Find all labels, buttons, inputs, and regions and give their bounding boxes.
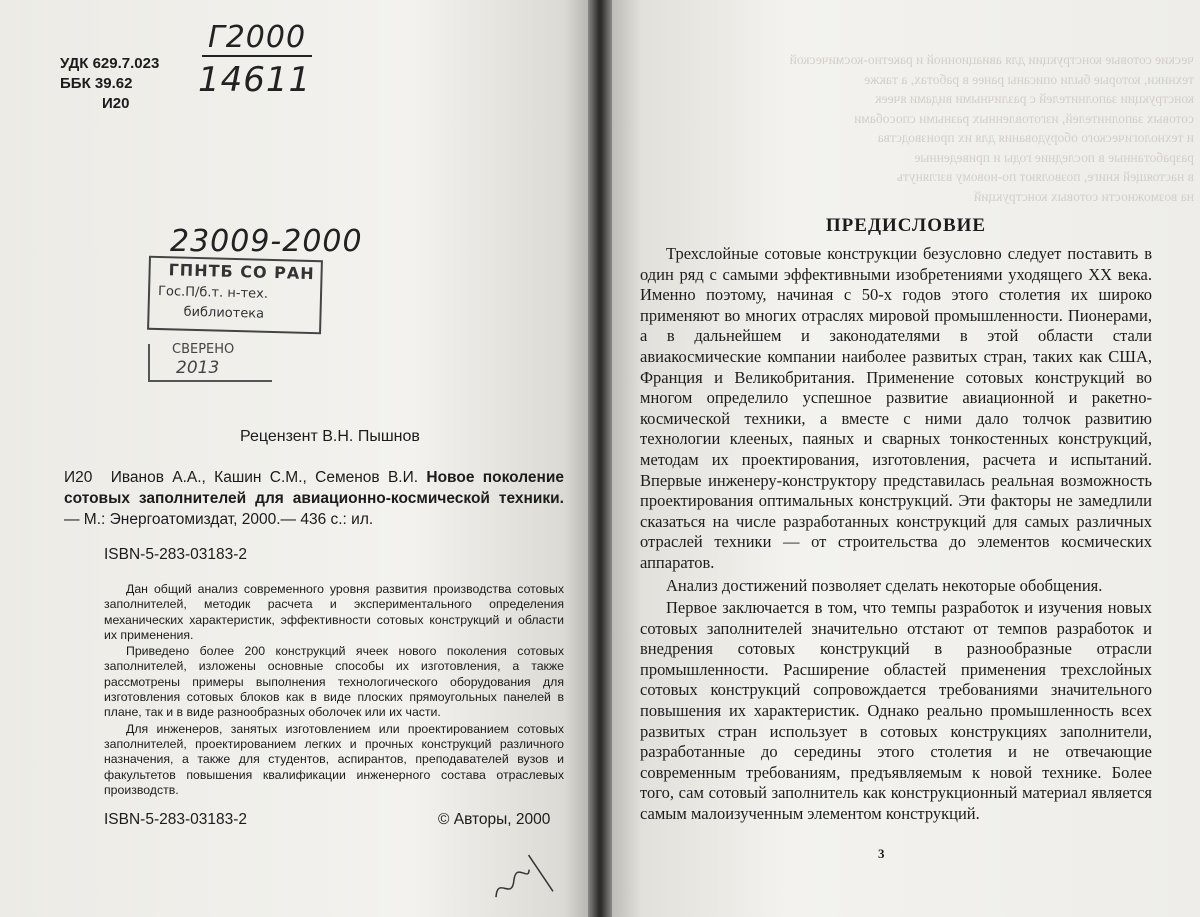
stamp-line-3: библиотека (183, 304, 265, 322)
abstract-paragraph: Для инженеров, занятых изготовлением или проектированием сотовых заполнителей, проектированием легких и прочных конструкций различного назначения, а также для студентов, аспирантов, преподавателей вузов и факультетов повышения квалификации инженерного состава отраслевых производств. (104, 721, 564, 797)
reviewer: Рецензент В.Н. Пышнов (240, 428, 420, 445)
preface-body (640, 244, 1152, 827)
bibliographic-record (64, 467, 564, 530)
stamp-line-1: ГПНТБ СО РАН (168, 260, 315, 284)
left-page (0, 0, 588, 917)
author-mark: И20 (102, 95, 130, 112)
copyright: © Авторы, 2000 (438, 811, 551, 828)
handwritten-accession-number: 23009-2000 (170, 224, 363, 259)
classification-codes (60, 54, 159, 114)
handwritten-shelf-mark: Г2000 (202, 20, 312, 57)
bib-title: Новое поколение сотовых заполнителей для авиационно-космической техники. (64, 469, 565, 507)
preface-paragraph: Трехслойные сотовые конструкции безусловно следует поставить в один ряд с самыми эффективными изобретениями уходящего XX века. Именно поэтому, начиная с 50-х годов этого столетия их широко применяют во многих отраслях мировой промышленности. Пионерами, а в дальнейшем и законодателями в этой области стали авиакосмические компании наиболее развитых стран, таких как США, Франция и Великобритания. Применение сотовых конструкций во многом определило успешное развитие авиационной и ракетно-космической техники, а вместе с ними дало толчок развитию технологии клееных, паяных и сварных тонкостенных конструкций, методам их проектирования, изготовления, расчета и испытаний. Впервые инженеру-конструктору представилась реальная возможность проектирования оптимальных конструкций. Эти факторы не замедлили сказаться на числе разработанных конструкций для самых различных отраслей техники — от строительства до элементов космических аппаратов. (640, 244, 1152, 572)
handwritten-signature (480, 839, 566, 917)
bib-imprint: — М.: Энергоатомиздат, 2000.— 436 с.: ил. (64, 511, 374, 528)
isbn-top: ISBN-5-283-03183-2 (104, 546, 248, 563)
abstract (104, 582, 564, 799)
preface-paragraph: Анализ достижений позволяет сделать некоторые обобщения. (666, 575, 1103, 595)
bib-authors: Иванов А.А., Кашин С.М., Семенов В.И. (110, 469, 419, 486)
handwritten-inventory-number: 14611 (198, 60, 312, 100)
bib-code: И20 (64, 469, 93, 486)
preface-paragraph: Первое заключается в том, что темпы разработок и изучения новых сотовых заполнителей значительно отстают от темпов разработок и внедрения сотовых конструкций в разнообразные отрасли промышленности. Расширение областей применения трехслойных сотовых конструкций сопровождается требованиями значительного повышения их характеристик. Однако реально промышленность всех развитых стран использует в сотовых конструкциях заполнители, разработанные до середины этого столетия и не отвечающие современным требованиям, предъявляемым к новой технике. Более того, сам сотовый заполнитель как конструкционный материал является самым малоизученным элементом конструкций. (640, 598, 1152, 824)
bbk-code: ББК 39.62 (60, 75, 133, 92)
abstract-paragraph: Дан общий анализ современного уровня развития производства сотовых заполнителей, методик расчета и экспериментального определения механических характеристик, эффективности сотовых конструкций и области их применения. (104, 582, 564, 642)
abstract-paragraph: Приведено более 200 конструкций ячеек нового поколения сотовых заполнителей, изложены основные способы их изготовления, а также рассмотрены примеры выполнения технологического оборудования для изготовления сотовых блоков как в виде плоских прямоугольных панелей в плане, так и в виде разнообразных оболочек или их части. (104, 644, 564, 720)
page-number: 3 (878, 846, 885, 861)
preface-heading: ПРЕДИСЛОВИЕ (825, 215, 987, 236)
isbn-bottom: ISBN-5-283-03183-2 (104, 811, 248, 828)
book-gutter (588, 0, 612, 917)
verified-label: СВЕРЕНО (172, 342, 235, 357)
udk-code: УДК 629.7.023 (60, 55, 160, 72)
library-stamp (147, 256, 323, 335)
stamp-line-2: Гос.П/б.т. н-тех. (157, 283, 269, 302)
show-through-text: ческие сотовые конструкции для авиационной и ракетно-космической техники, которые были описаны ранее в работах, а также конструкции заполнителей с различными видами ячеек сотовых заполнителей, изготовленных разными способами и технологического оборудования для их производства разработанные в последние годы и приведенные в настоящей книге, позволяют по-новому взглянуть на возможности сотовых конструкций (789, 52, 1194, 204)
verified-year: 2013 (176, 358, 220, 378)
right-page (612, 0, 1200, 917)
verified-stamp (148, 344, 272, 382)
